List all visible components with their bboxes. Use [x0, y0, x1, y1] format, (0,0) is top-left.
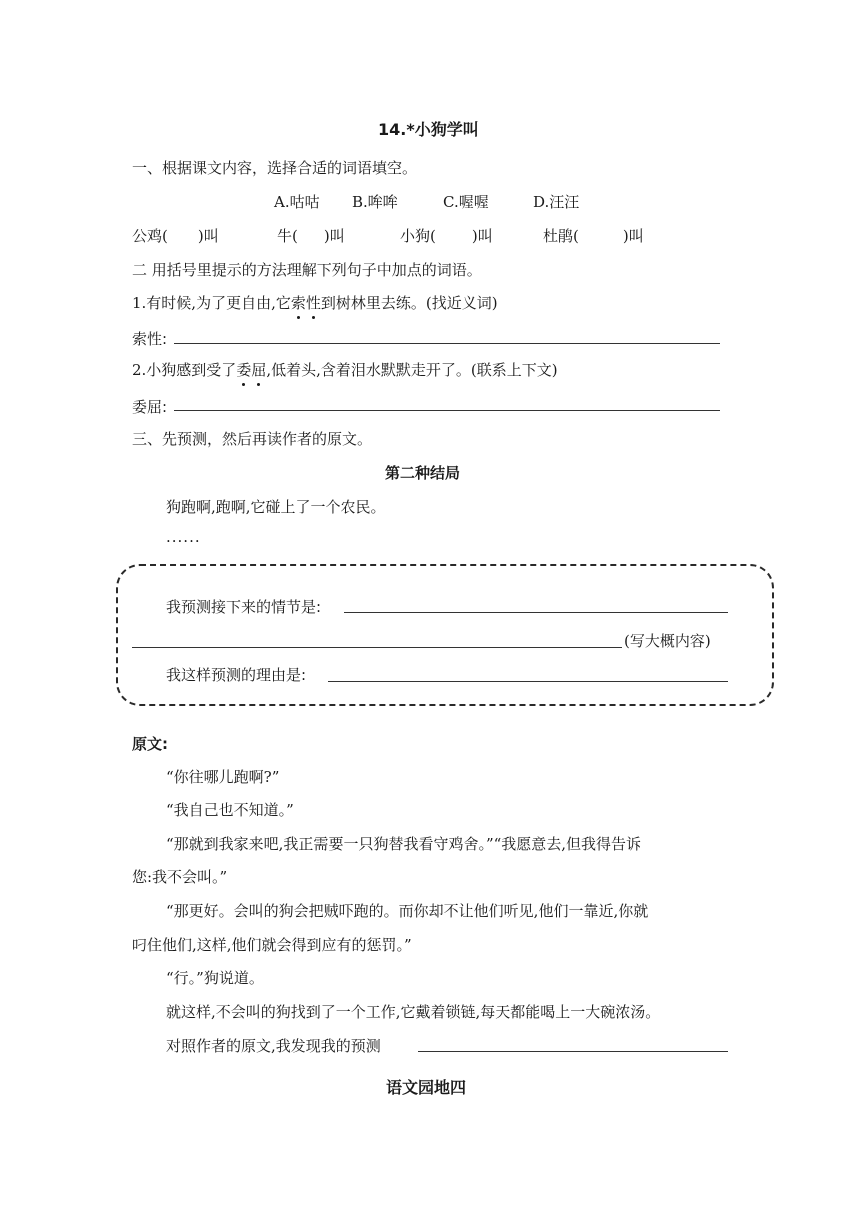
dotted-char: 委 — [236, 361, 252, 379]
dotted-char: 索 — [290, 294, 306, 312]
predict-line-1[interactable] — [344, 612, 728, 613]
blank-cuckoo — [543, 225, 644, 246]
blank-label: 杜鹃( — [543, 227, 579, 245]
q1-post: 到树林里去练。(找近义词) — [320, 294, 498, 312]
section2-heading: 二 用括号里提示的方法理解下列句子中加点的词语。 — [132, 261, 482, 279]
compare-line[interactable] — [418, 1051, 728, 1052]
original-para: “你往哪儿跑啊?” — [166, 768, 280, 786]
answer-line-2[interactable] — [174, 410, 720, 411]
blank-suffix: )叫 — [197, 227, 219, 245]
answer-label-2: 委屈: — [132, 398, 168, 416]
answer-line-1[interactable] — [174, 343, 720, 344]
answer-label-1: 索性: — [132, 330, 168, 348]
section3-heading: 三、先预测，然后再读作者的原文。 — [132, 430, 373, 448]
original-para: 您:我不会叫。” — [132, 868, 228, 886]
lesson-title: 14.*小狗学叫 — [378, 120, 479, 139]
blank-puppy — [400, 225, 493, 246]
blank-label: 小狗( — [400, 227, 436, 245]
option-d: D.汪汪 — [533, 193, 580, 211]
next-unit-title: 语文园地四 — [386, 1078, 467, 1097]
predict-label: 我预测接下来的情节是: — [166, 598, 322, 616]
blank-suffix: )叫 — [471, 227, 493, 245]
original-para: “我自己也不知道。” — [166, 801, 294, 819]
original-para: “行。”狗说道。 — [166, 969, 264, 987]
original-para: “那更好。会叫的狗会把贼吓跑的。而你却不让他们听见,他们一靠近,你就 — [166, 902, 649, 920]
original-para: 就这样,不会叫的狗找到了一个工作,它戴着锁链,每天都能喝上一大碗浓汤。 — [166, 1003, 661, 1021]
question-2 — [132, 359, 558, 380]
option-c: C.喔喔 — [443, 193, 489, 211]
blank-label: 牛( — [277, 227, 298, 245]
section1-heading: 一、根据课文内容，选择合适的词语填空。 — [132, 159, 418, 177]
dotted-char: 屈 — [251, 361, 267, 379]
original-para: “那就到我家来吧,我正需要一只狗替我看守鸡舍。”“我愿意去,但我得告诉 — [166, 835, 642, 853]
story-line: 狗跑啊,跑啊,它碰上了一个农民。 — [166, 498, 386, 516]
question-1 — [132, 292, 498, 313]
reason-line[interactable] — [328, 681, 728, 682]
ellipsis: ...... — [166, 528, 201, 546]
blank-suffix: )叫 — [323, 227, 345, 245]
q2-pre: 2.小狗感到受了 — [132, 361, 237, 379]
q2-post: ,低着头,含着泪水默默走开了。(联系上下文) — [266, 361, 558, 379]
predict-line-2[interactable] — [132, 647, 622, 648]
original-para: 叼住他们,这样,他们就会得到应有的惩罚。” — [132, 936, 412, 954]
blank-suffix: )叫 — [622, 227, 644, 245]
original-para: 对照作者的原文,我发现我的预测 — [166, 1037, 381, 1055]
blank-rooster — [132, 225, 219, 246]
section3-subtitle: 第二种结局 — [385, 464, 461, 482]
predict-hint: (写大概内容) — [624, 632, 711, 650]
dotted-char: 性 — [305, 294, 321, 312]
reason-label: 我这样预测的理由是: — [166, 666, 307, 684]
option-b: B.哞哞 — [352, 193, 398, 211]
blank-label: 公鸡( — [132, 227, 168, 245]
blank-cow — [277, 225, 345, 246]
original-heading: 原文: — [132, 735, 168, 753]
q1-pre: 1.有时候,为了更自由,它 — [132, 294, 291, 312]
option-a: A.咕咕 — [274, 193, 320, 211]
